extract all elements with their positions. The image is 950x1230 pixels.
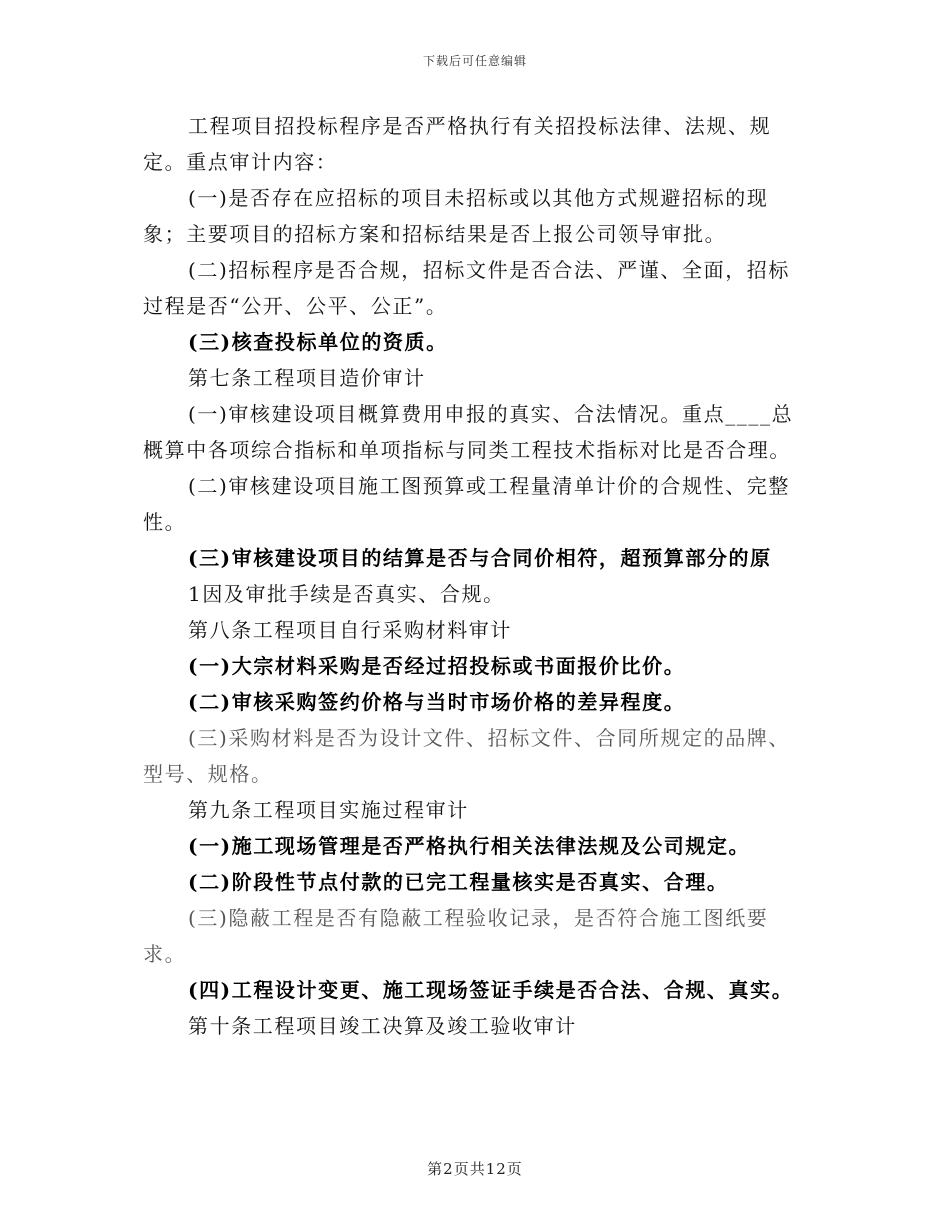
section-heading-7: 第七条工程项目造价审计 — [188, 366, 426, 390]
paragraph-18: (四)工程设计变更、施工现场签证手续是否合法、合规、真实。 — [188, 978, 794, 1002]
paragraph-2: (一)是否存在应招标的项目未招标或以其他方式规避招标的现象；主要项目的招标方案和招标结果是否上报公司领导审批。 — [143, 186, 769, 246]
section-heading-10: 第十条工程项目竣工决算及竣工验收审计 — [188, 1014, 577, 1038]
paragraph-9: 1因及审批手续是否真实、合规。 — [188, 582, 505, 606]
paragraph-12: (二)审核采购签约价格与当时市场价格的差异程度。 — [188, 690, 686, 714]
paragraph-8: (三)审核建设项目的结算是否与合同价相符，超预算部分的原 — [188, 546, 772, 570]
paragraph-4: (三)核查投标单位的资质。 — [188, 330, 448, 354]
paragraph-3: (二)招标程序是否合规，招标文件是否合法、严谨、全面，招标过程是否“公开、公平、公正”。 — [143, 258, 791, 318]
section-heading-9: 第九条工程项目实施过程审计 — [188, 798, 469, 822]
paragraph-13: (三)采购材料是否为设计文件、招标文件、合同所规定的品牌、型号、规格。 — [143, 726, 791, 786]
section-heading-8: 第八条工程项目自行采购材料审计 — [188, 618, 512, 642]
paragraph-6: (一)审核建设项目概算费用申报的真实、合法情况。重点____总概算中各项综合指标和单项指标与同类工程技术指标对比是否合理。 — [143, 402, 794, 462]
paragraph-17: (三)隐蔽工程是否有隐蔽工程验收记录，是否符合施工图纸要求。 — [143, 906, 769, 966]
paragraph-11: (一)大宗材料采购是否经过招投标或书面报价比价。 — [188, 654, 686, 678]
paragraph-1: 工程项目招投标程序是否严格执行有关招投标法律、法规、规定。重点审计内容： — [143, 114, 772, 174]
paragraph-7: (二)审核建设项目施工图预算或工程量清单计价的合规性、完整性。 — [143, 474, 791, 534]
paragraph-16: (二)阶段性节点付款的已完工程量核实是否真实、合理。 — [188, 870, 729, 894]
document-body — [143, 108, 808, 1044]
page-header: 下载后可任意编辑 — [422, 54, 527, 68]
paragraph-15: (一)施工现场管理是否严格执行相关法律法规及公司规定。 — [188, 834, 751, 858]
page-footer: 第2页共12页 — [427, 1160, 523, 1178]
